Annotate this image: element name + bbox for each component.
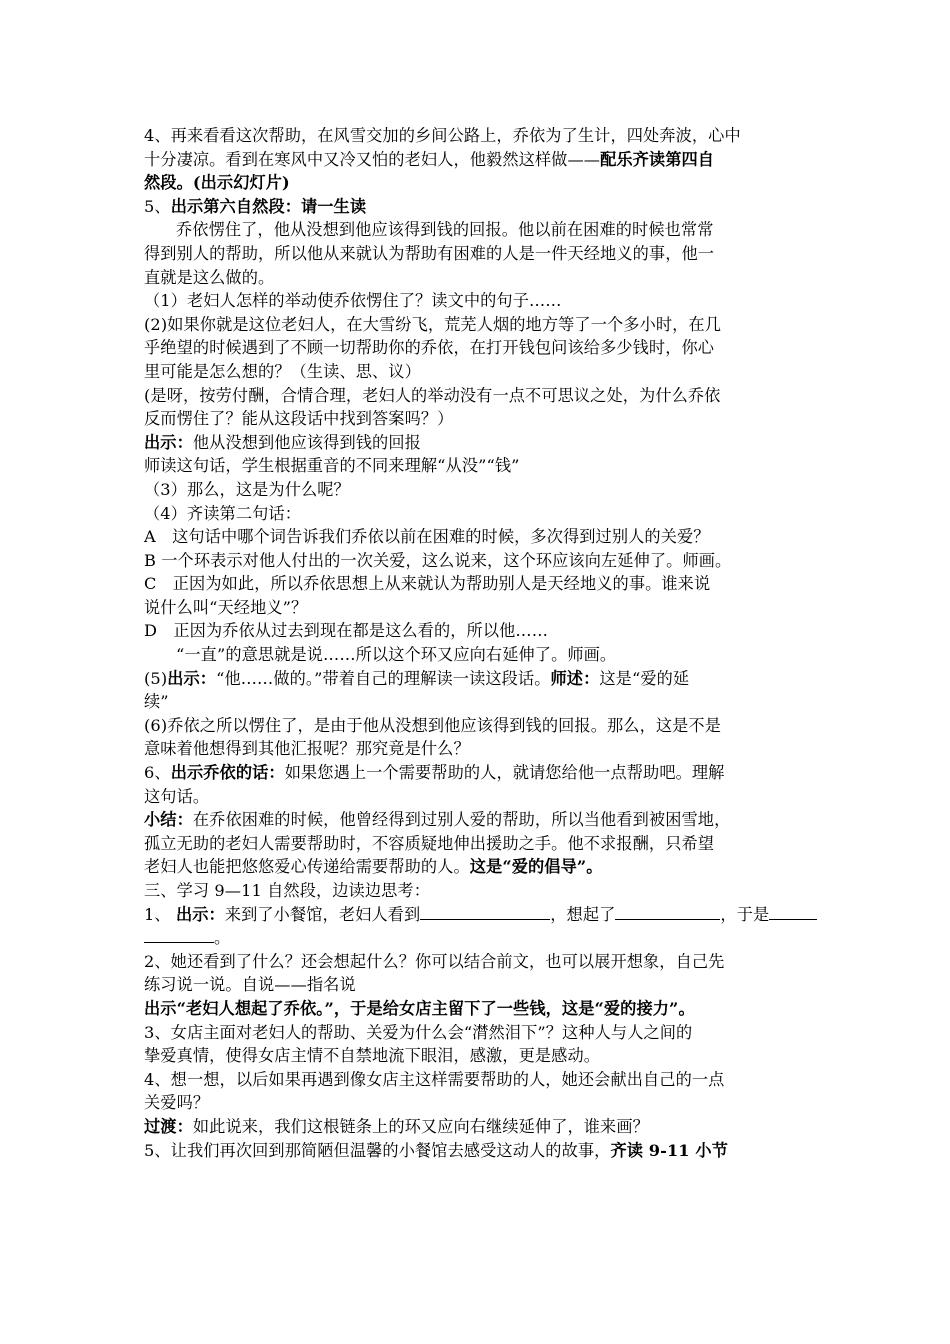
text-line — [144, 926, 809, 950]
text-segment: C 正因为如此，所以乔依思想上从来就认为帮助别人是天经地义的事。谁来说 — [144, 574, 711, 594]
text-segment: 3、女店主面对老妇人的帮助、关爱为什么会“潸然泪下”？这种人与人之间的 — [144, 1022, 693, 1042]
text-line — [144, 431, 809, 455]
text-segment: (是呀，按劳付酬，合情合理，老妇人的举动没有一点不可思议之处，为什么乔依 — [144, 385, 721, 405]
text-line — [144, 714, 809, 738]
text-segment: 老妇人也能把悠悠爱心传递给需要帮助的人。 — [144, 857, 470, 877]
text-line — [144, 454, 809, 478]
text-line — [144, 1139, 809, 1163]
text-segment: 来到了小餐馆，老妇人看到 — [224, 904, 421, 924]
bold-text: 配乐齐读第四自 — [600, 149, 715, 169]
text-line — [144, 903, 809, 927]
text-segment: 直就是这么做的。 — [144, 267, 275, 287]
text-line — [144, 124, 809, 148]
text-segment: A 这句话中哪个词告诉我们乔依以前在困难的时候，多次得到过别人的关爱？ — [144, 527, 710, 547]
text-segment: 里可能是怎么想的？（生读、思、议） — [144, 361, 421, 381]
text-line — [144, 1115, 809, 1139]
text-line — [144, 761, 809, 785]
text-line — [144, 407, 809, 431]
bold-text: 然段。(出示幻灯片) — [144, 173, 290, 193]
text-line — [144, 289, 809, 313]
text-segment: 他从没想到他应该得到钱的回报 — [192, 432, 421, 452]
text-segment: 孤立无助的老妇人需要帮助时，不容质疑地伸出援助之手。他不求报酬，只希望 — [144, 833, 715, 853]
text-line — [144, 549, 809, 573]
text-line — [144, 525, 809, 549]
text-line — [144, 266, 809, 290]
text-segment: 这是“爱的延 — [599, 668, 690, 688]
text-line — [144, 832, 809, 856]
text-line — [144, 785, 809, 809]
text-line — [144, 997, 809, 1021]
text-segment: 乔依愣住了，他从没想到他应该得到钱的回报。他以前在困难的时候也常常 — [176, 220, 714, 240]
text-line — [144, 855, 809, 879]
text-segment: 5、 — [144, 196, 171, 216]
bold-text: 出示乔依的话： — [170, 763, 285, 783]
text-segment: D 正因为乔依从过去到现在都是这么看的，所以他…… — [144, 621, 548, 641]
text-segment: （4）齐读第二句话： — [144, 503, 301, 523]
text-line — [144, 643, 809, 667]
text-segment: 5、让我们再次回到那简陋但温馨的小餐馆去感受这动人的故事， — [144, 1140, 611, 1160]
bold-text: 出示“老妇人想起了乔依。”，于是给女店主留下了一些钱，这是“爱的接力”。 — [144, 998, 695, 1018]
text-line — [144, 973, 809, 997]
text-line — [144, 808, 809, 832]
blank-underline — [615, 903, 720, 920]
text-segment: 在乔依困难的时候，他曾经得到过别人爱的帮助，所以当他看到被困雪地， — [192, 810, 731, 830]
text-line — [144, 950, 809, 974]
text-line — [144, 667, 809, 691]
text-segment: (5) — [144, 668, 168, 688]
text-line — [144, 242, 809, 266]
document-page — [144, 124, 809, 1162]
text-line — [144, 336, 809, 360]
text-segment: 十分凄凉。看到在寒风中又冷又怕的老妇人，他毅然这样做—— — [144, 149, 601, 169]
text-segment: 4、再来看看这次帮助，在风雪交加的乡间公路上，乔依为了生计，四处奔波，心中 — [144, 126, 741, 145]
text-segment: 反而愣住了？能从这段话中找到答案吗？） — [144, 409, 454, 429]
text-line — [144, 478, 809, 502]
text-line — [144, 360, 809, 384]
text-line — [144, 502, 809, 526]
text-line — [144, 1044, 809, 1068]
text-segment: 三、学习 9—11 自然段，边读边思考： — [144, 881, 430, 900]
text-line — [144, 1091, 809, 1115]
text-line — [144, 1021, 809, 1045]
text-segment: 练习说一说。自说——指名说 — [144, 975, 356, 995]
text-segment: （1）老妇人怎样的举动使乔依愣住了？读文中的句子…… — [144, 291, 562, 311]
text-line — [144, 218, 809, 242]
text-line — [144, 572, 809, 596]
text-segment: 得到别人的帮助，所以他从来就认为帮助有困难的人是一件天经地义的事，他一 — [144, 243, 715, 263]
text-segment: ，想起了 — [550, 904, 616, 924]
text-segment: 2、她还看到了什么？还会想起什么？你可以结合前文，也可以展开想象，自己先 — [144, 951, 725, 971]
text-line — [144, 879, 809, 903]
bold-text: 过渡： — [144, 1116, 193, 1136]
text-segment: 师读这句话，学生根据重音的不同来理解“从没”“钱” — [144, 456, 520, 476]
bold-text: 这是“爱的倡导”。 — [469, 857, 603, 877]
text-segment: 挚爱真情，使得女店主情不自禁地流下眼泪，感激，更是感动。 — [144, 1046, 601, 1066]
text-segment: ，于是 — [720, 904, 770, 924]
text-segment: 这句话。 — [144, 786, 210, 806]
text-line — [144, 619, 809, 643]
text-line — [144, 737, 809, 761]
text-segment: 。 — [214, 928, 231, 948]
text-line — [144, 690, 809, 714]
text-segment: 6、 — [144, 763, 171, 783]
text-line — [144, 313, 809, 337]
bold-text: 师述： — [550, 668, 600, 688]
text-line — [144, 148, 809, 172]
text-segment: 乎绝望的时候遇到了不顾一切帮助你的乔依，在打开钱包问该给多少钱时，你心 — [144, 338, 715, 358]
text-line — [144, 171, 809, 195]
bold-text: 出示： — [144, 432, 193, 452]
bold-text: 出示： — [167, 668, 217, 688]
bold-text: 齐读 9-11 小节 — [610, 1140, 728, 1160]
text-line — [144, 195, 809, 219]
bold-text: 出示： — [175, 904, 225, 924]
text-segment: B 一个环表示对他人付出的一次关爱，这么说来，这个环应该向左延伸了。师画。 — [144, 550, 732, 570]
bold-text: 小结： — [144, 810, 193, 830]
blank-underline — [144, 926, 214, 943]
bold-text: 出示第六自然段：请一生读 — [170, 196, 367, 216]
text-segment: （3）那么，这是为什么呢？ — [144, 479, 350, 499]
text-segment: 4、想一想，以后如果再遇到像女店主这样需要帮助的人，她还会献出自己的一点 — [144, 1069, 725, 1089]
blank-underline — [769, 903, 817, 920]
text-segment: 如果您遇上一个需要帮助的人，就请您给他一点帮助吧。理解 — [284, 763, 725, 783]
text-segment: “他……做的。”带着自己的理解读一读这段话。 — [216, 668, 551, 688]
text-line — [144, 384, 809, 408]
text-segment: 关爱吗？ — [144, 1093, 210, 1113]
text-segment: “一直”的意思就是说……所以这个环又应向右延伸了。师画。 — [176, 645, 617, 665]
text-line — [144, 596, 809, 620]
text-line — [144, 1068, 809, 1092]
text-segment: 如此说来，我们这根链条上的环又应向右继续延伸了，谁来画？ — [192, 1116, 649, 1136]
text-segment: (2)如果你就是这位老妇人，在大雪纷飞，荒芜人烟的地方等了一个多小时，在几 — [144, 314, 722, 334]
text-segment: 续” — [144, 692, 169, 712]
text-segment: 说什么叫“天经地义”？ — [144, 597, 308, 617]
text-segment: 意味着他想得到其他汇报呢？那究竟是什么？ — [144, 739, 470, 759]
text-segment: (6)乔依之所以愣住了，是由于他从没想到他应该得到钱的回报。那么，这是不是 — [144, 715, 722, 735]
text-segment: 1、 — [144, 904, 176, 924]
blank-underline — [420, 903, 550, 920]
